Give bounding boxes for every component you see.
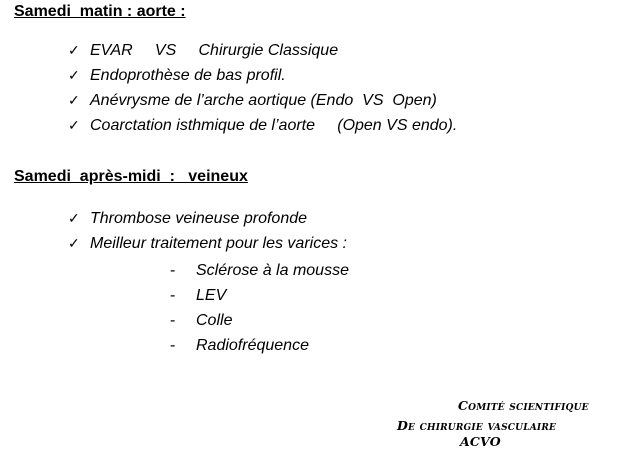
section-1-list: [68, 38, 457, 138]
list-item: [68, 206, 347, 231]
list-item: [68, 231, 347, 256]
signature-line-3: ACVO: [460, 434, 501, 449]
check-icon: ✓: [68, 235, 80, 251]
dash-icon: -: [170, 312, 176, 329]
dash-icon: -: [170, 337, 176, 354]
sublist-item: [170, 308, 349, 333]
sublist-item: [170, 283, 349, 308]
list-item-text: Coarctation isthmique de l’aorte (Open VS endo).: [90, 117, 458, 134]
signature-line-1: Comité scientifique: [458, 398, 589, 413]
sublist-item-text: LEV: [196, 287, 227, 304]
check-icon: ✓: [68, 67, 80, 83]
check-icon: ✓: [68, 92, 80, 108]
list-item: [68, 113, 457, 138]
section-1-title: Samedi matin : aorte :: [14, 3, 186, 20]
list-item-text: Anévrysme de l’arche aortique (Endo VS Open): [90, 92, 437, 109]
sublist-item-text: Colle: [196, 312, 233, 329]
list-item-text: Meilleur traitement pour les varices :: [90, 235, 347, 252]
list-item: [68, 38, 457, 63]
check-icon: ✓: [68, 42, 80, 58]
sublist-item-text: Radiofréquence: [196, 337, 309, 354]
sublist-item: [170, 258, 349, 283]
sublist-item: [170, 333, 349, 358]
dash-icon: -: [170, 262, 176, 279]
section-2-sublist: [170, 258, 349, 358]
list-item-text: EVAR VS Chirurgie Classique: [90, 42, 339, 59]
list-item-text: Thrombose veineuse profonde: [90, 210, 308, 227]
check-icon: ✓: [68, 117, 80, 133]
section-2-list: [68, 206, 347, 256]
check-icon: ✓: [68, 210, 80, 226]
list-item-text: Endoprothèse de bas profil.: [90, 67, 286, 84]
sublist-item-text: Sclérose à la mousse: [196, 262, 349, 279]
signature-line-2: De chirurgie vasculaire: [397, 418, 557, 433]
dash-icon: -: [170, 287, 176, 304]
list-item: [68, 63, 457, 88]
list-item: [68, 88, 457, 113]
section-2-title: Samedi après-midi : veineux: [14, 168, 248, 185]
